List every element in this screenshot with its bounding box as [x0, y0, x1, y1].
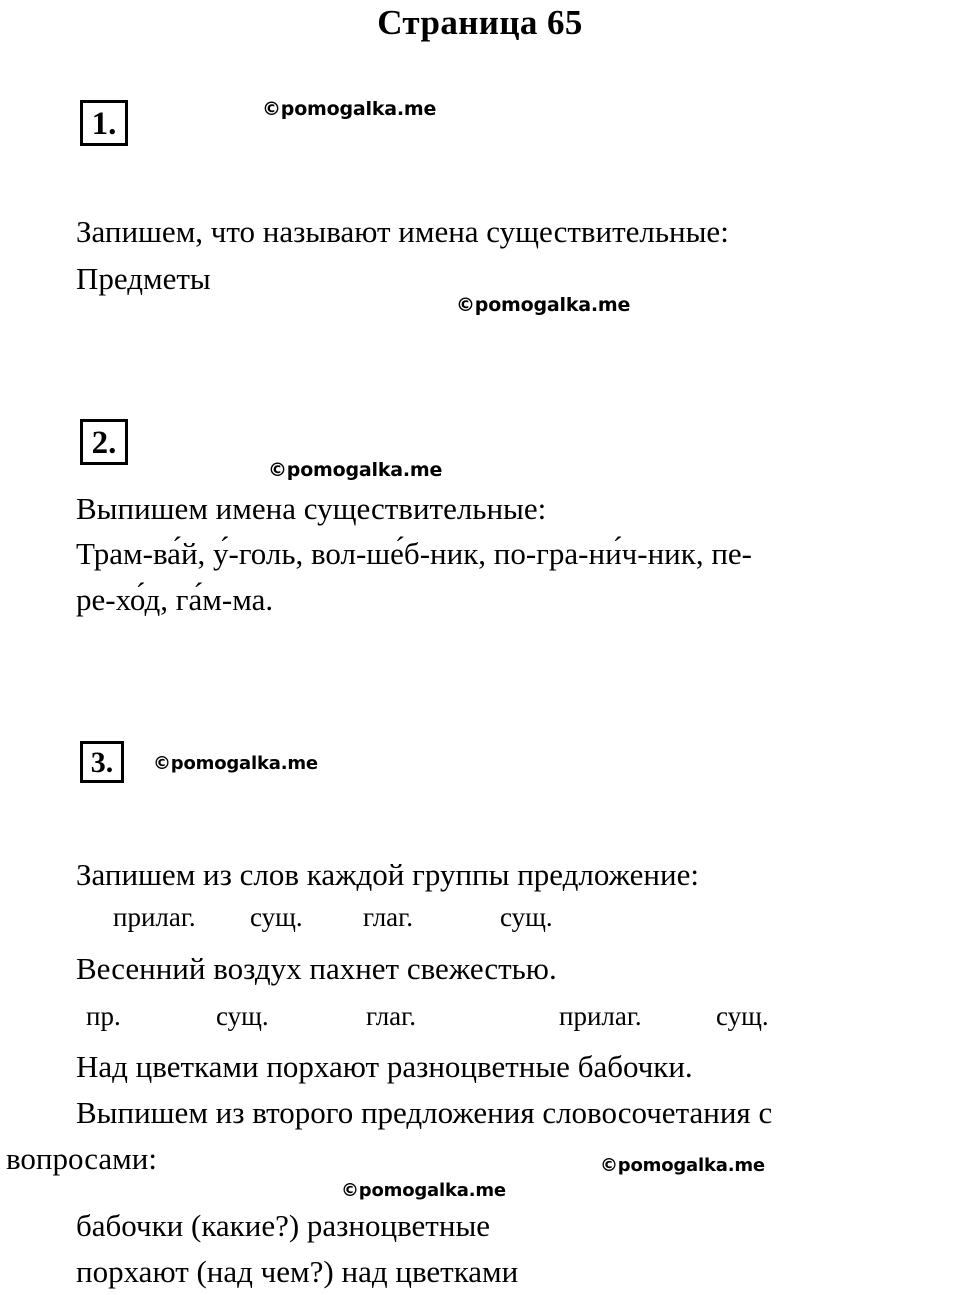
task-2-line-3: ре-хо́д, га́м-ма.: [76, 582, 274, 617]
watermark: ©pomogalka.me: [341, 1180, 506, 1201]
grammar-label: сущ.: [250, 902, 303, 932]
task-3-question-intro-line-2: вопросами:: [6, 1141, 158, 1176]
page-title: Страница 65: [377, 3, 583, 42]
grammar-label: сущ.: [216, 1001, 269, 1031]
task-2-line-2: Трам-ва́й, у́-голь, вол-ше́б-ник, по-гра-ни́ч-ник, пе-: [76, 536, 752, 571]
task-number-box-2: 2.: [80, 419, 128, 465]
watermark: ©pomogalka.me: [153, 753, 318, 774]
task-3-sentence-2-labels: [86, 1000, 769, 1032]
grammar-label: глаг.: [366, 1001, 416, 1031]
task-1-line-1: Запишем, что называют имена существительные:: [76, 214, 729, 249]
grammar-label: сущ.: [500, 902, 553, 932]
task-3-phrase-1: бабочки (какие?) разноцветные: [76, 1208, 491, 1243]
task-3-question-intro-line-1: Выпишем из второго предложения словосочетания с: [76, 1095, 773, 1130]
grammar-label: прилаг.: [113, 902, 196, 932]
watermark: ©pomogalka.me: [456, 294, 631, 316]
grammar-label: глаг.: [363, 902, 413, 932]
task-1-line-2: Предметы: [76, 261, 211, 296]
task-3-phrase-2: порхают (над чем?) над цветками: [76, 1254, 519, 1289]
watermark: ©pomogalka.me: [262, 98, 437, 120]
task-number-box-1: 1.: [80, 100, 128, 146]
grammar-label: сущ.: [716, 1001, 769, 1031]
task-3-intro: Запишем из слов каждой группы предложение:: [76, 857, 699, 892]
task-number-box-3: 3.: [80, 741, 124, 783]
grammar-label: пр.: [86, 1001, 121, 1031]
grammar-label: прилаг.: [559, 1001, 642, 1031]
watermark: ©pomogalka.me: [600, 1155, 765, 1176]
task-3-sentence-1: Весенний воздух пахнет свежестью.: [76, 951, 557, 986]
watermark: ©pomogalka.me: [268, 459, 443, 481]
task-2-line-1: Выпишем имена существительные:: [76, 491, 547, 526]
task-3-sentence-1-labels: [113, 901, 553, 933]
task-3-sentence-2: Над цветками порхают разноцветные бабочки.: [76, 1049, 693, 1084]
